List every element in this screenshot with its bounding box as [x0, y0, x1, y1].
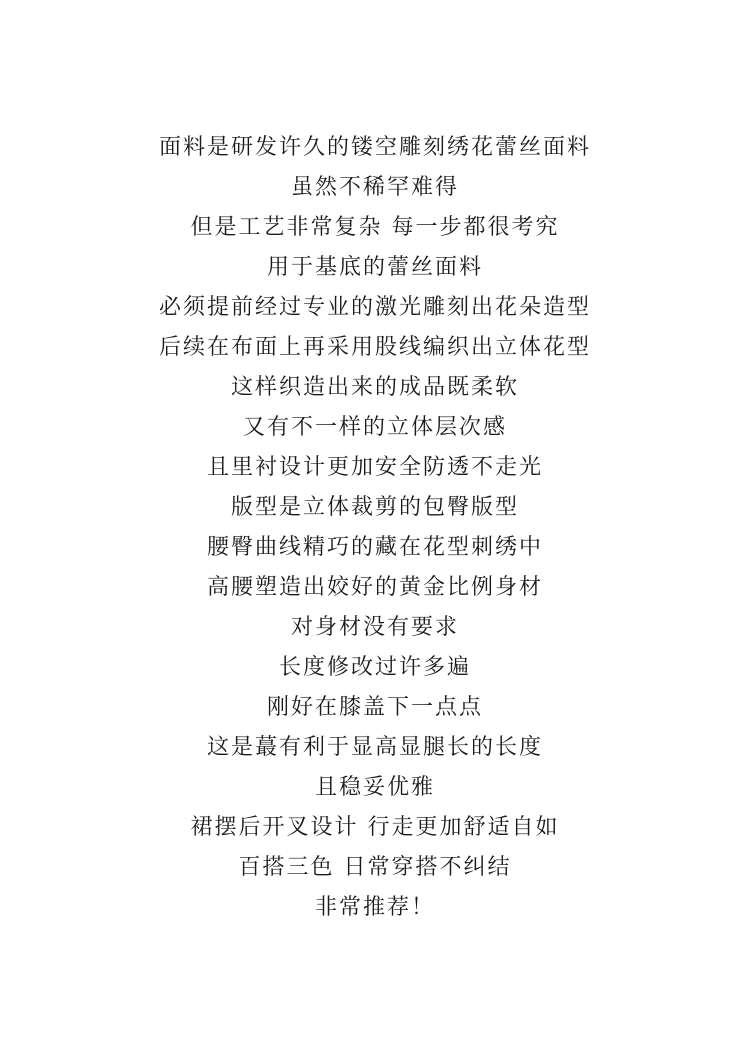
text-line: 又有不一样的立体层次感: [242, 415, 507, 440]
text-line: 对身材没有要求: [290, 615, 459, 640]
text-line: 这是蕞有利于显高显腿长的长度: [206, 735, 543, 760]
text-line: 且稳妥优雅: [314, 775, 435, 800]
text-line: 虽然不稀罕难得: [290, 175, 459, 200]
text-line: 非常推荐！: [314, 895, 435, 920]
text-line: 长度修改过许多遍: [278, 655, 471, 680]
text-line: 百搭三色 日常穿搭不纠结: [238, 855, 512, 880]
text-line: 裙摆后开叉设计 行走更加舒适自如: [190, 815, 560, 840]
text-line: 腰臀曲线精巧的藏在花型刺绣中: [206, 535, 543, 560]
text-line: 高腰塑造出姣好的黄金比例身材: [206, 575, 543, 600]
text-line: 但是工艺非常复杂 每一步都很考究: [190, 215, 560, 240]
text-line: 面料是研发许久的镂空雕刻绣花蕾丝面料: [158, 135, 591, 160]
description-text-block: [0, 128, 750, 928]
text-line: 必须提前经过专业的激光雕刻出花朵造型: [158, 295, 591, 320]
text-line: 且里衬设计更加安全防透不走光: [206, 455, 543, 480]
text-line: 刚好在膝盖下一点点: [266, 695, 483, 720]
text-line: 这样织造出来的成品既柔软: [230, 375, 519, 400]
text-line: 版型是立体裁剪的包臀版型: [230, 495, 519, 520]
text-line: 后续在布面上再采用股线编织出立体花型: [158, 335, 591, 360]
text-line: 用于基底的蕾丝面料: [266, 255, 483, 280]
